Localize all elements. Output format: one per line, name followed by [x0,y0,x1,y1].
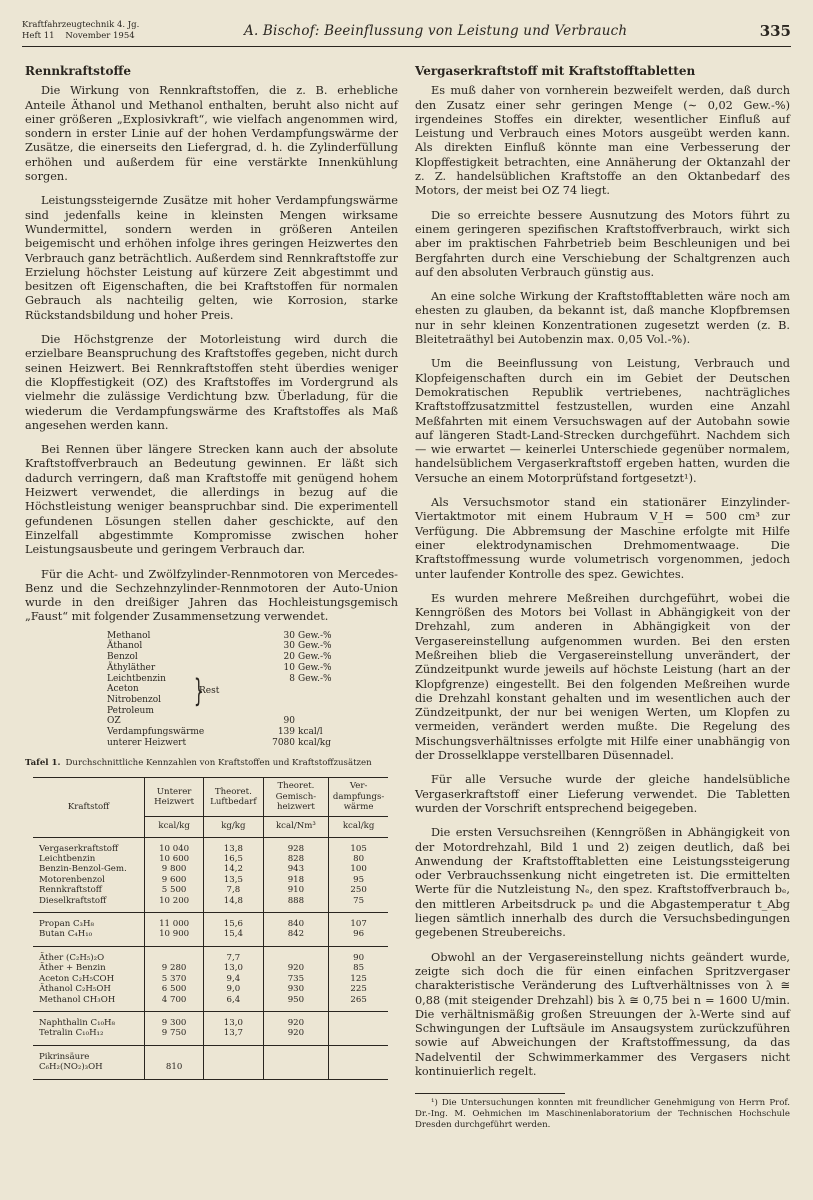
composition-rest-label: Rest [199,685,220,696]
table-group [33,1045,388,1079]
table-caption-text: Durchschnittliche Kennzahlen von Kraftstoffen und Kraftstoffzusätzen [65,758,372,769]
table-row [33,1045,388,1062]
paragraph: Es muß daher von vornherein bezweifelt werden, daß durch den Zusatz einer sehr geringen Menge (∼ 0,02 Gew.-%) irgendeines Stoffes ein direkter, wesentlicher Einfluß auf Leistung und Verbrauch eines Motors ausgeübt werden kann. Als direkten Einfluß könnte man eine Verbesserung der Klopffestigkeit betrachten, eine Annäherung der Oktanzahl der z. Z. handelsüblichen Kraftstoffe an den Oktanbedarf des Motors, der meist bei OZ 74 liegt. [415,84,790,198]
component-unit: Gew.-% [298,630,332,641]
page-number: 335 [759,22,791,40]
value-cell: 15,6 [204,913,263,930]
component-name: Aceton [107,684,139,695]
fuel-properties-table [33,777,388,1079]
value-cell [263,1062,329,1079]
component-name: Verdampfungswärme [107,727,205,738]
component-name: Methanol [107,630,151,641]
column-header: Theoret. Luftbedarf [204,778,263,816]
fuel-name-cell: Tetralin C₁₀H₁₂ [39,1028,104,1039]
component-unit: Gew.-% [298,673,332,684]
paragraph: Obwohl an der Vergasereinstellung nichts geändert wurde, zeigte sich doch die für einen einfachen Spritzvergaser charakteristische Veränderung des Luftverhältnisses von λ ≅ 0,88 (mit steigender Drehzahl) bis λ ≅ 0,75 bei n = 1600 U/min. Die verhältnismäßig großen Streuungen der λ-Werte sind auf Schwingungen der Luftsäule im Ansaugsystem zurückzuführen sowie auf Abweichungen der Kraftstoffmessung, da das Nadelventil der Schwimmerkammer des Vergasers nicht kontinuierlich regelt. [415,950,790,1078]
table-row [33,974,388,984]
table-row [33,875,388,885]
composition-row [107,706,398,717]
fuel-name-cell: Pikrinsäure [33,1045,145,1062]
value-cell: 95 [329,875,388,885]
value-cell [263,946,329,963]
fuel-name-cell: C₆H₂(NO₂)₃OH [39,1062,103,1073]
value-cell: 928 [263,837,329,854]
value-cell [329,1028,388,1045]
composition-row [107,631,398,642]
table-group [33,837,388,912]
component-name: Leichtbenzin [107,673,166,684]
table-group [33,1011,388,1045]
section-heading-kraftstofftabletten: Vergaserkraftstoff mit Kraftstofftabletten [415,64,696,78]
value-cell: 10 200 [145,896,204,913]
composition-row [107,738,398,749]
value-cell: 4 700 [145,995,204,1012]
faust-composition-list [107,631,398,749]
value-cell: 13,7 [204,1028,263,1045]
paragraph: Bei Rennen über längere Strecken kann auch der absolute Kraftstoffverbrauch an Bedeutung gewinnen. Er läßt sich dadurch verringern, daß man Kraftstoffe mit genügend hohem Heizwert verwendet, die allerdings in bezug auf die Höchstleistung weniger beanspruchbar sind. Die experimentell gefundenen Lösungen stellen daher geschickte, auf den Einzelfall abgestimmte Kompromisse zwischen hoher Leistungsausbeute und geringem Verbrauch dar. [25,443,398,557]
composition-row [107,663,398,674]
unit-cell: kg/kg [204,816,263,837]
table-row [33,837,388,854]
table-row [33,963,388,973]
paragraph: Die Wirkung von Rennkraftstoffen, die z. B. erhebliche Anteile Äthanol und Methanol enthalten, beruht also nicht auf einer größeren „Explosivkraft“, wie vielfach angenommen wird, sondern in erster Linie auf der hohen Verdampfungswärme der Zusätze, die einerseits den Liefergrad, d. h. die Zylinderfüllung erhöhen und außerdem für eine verstärkte Innenkühlung sorgen. [25,84,398,184]
paragraph: Um die Beeinflussung von Leistung, Verbrauch und Klopfeigenschaften durch ein im Gebiet der Deutschen Demokratischen Republik vertriebenes, nachträgliches Kraftstoffzusatzmittel festzustellen, wurden eine Anzahl Meßfahrten mit einem Versuchswagen auf der Autobahn sowie auf längeren Stadt-Land-Strecken durchgeführt. Nachdem sich — wie erwartet — keinerlei Unterschiede gegenüber normalem, handelsüblichem Vergaserkraftstoff ergeben hatten, wurden die Versuche an einem Motorprüfstand fortgesetzt¹). [415,357,790,485]
value-cell: 9 750 [145,1028,204,1045]
value-cell: 96 [329,929,388,946]
table-row [33,854,388,864]
value-cell: 107 [329,913,388,930]
component-name: Äthanol [107,641,143,652]
component-name: Benzol [107,652,138,663]
fuel-name-cell: Benzin-Benzol-Gem. [39,864,127,875]
composition-row [107,727,398,738]
paragraph: Als Versuchsmotor stand ein stationärer Einzylinder-Viertaktmotor mit einem Hubraum V_H = 500 cm³ zur Verfügung. Die Abbremsung der Maschine erfolgte mit Hilfe einer elektrodynamischen Drehmomentwaage. Die Kraftstoffmessung wurde volumetrisch vorgenommen, jedoch unter laufender Kontrolle des spez. Gewichtes. [415,496,790,581]
table-group [33,946,388,1011]
fuel-name-cell: Leichtbenzin [39,854,96,865]
value-cell: 100 [329,864,388,874]
value-cell: 840 [263,913,329,930]
table-row [33,946,388,963]
composition-row [107,716,398,727]
value-cell: 7,8 [204,885,263,895]
value-cell: 920 [263,1028,329,1045]
fuel-name-cell: Naphthalin C₁₀H₈ [33,1011,145,1028]
value-cell: 125 [329,974,388,984]
value-cell: 6 500 [145,984,204,994]
paragraph: Es wurden mehrere Meßreihen durchgeführt, wobei die Kenngrößen des Motors bei Vollast in Abhängigkeit von der Drehzahl, zum anderen in Abhängigkeit von der Vergasereinstellung aufgenommen wurden. Bei den ersten Meßreihen blieb die Vergasereinstellung unverändert, der Zündzeitpunkt wurde jeweils auf höchste Leistung (hart an der Klopfgrenze) eingestellt. Bei den folgenden Meßreihen wurde die Drehzahl konstant gehalten und im wesentlichen auch der Zündzeitpunkt, der nur bei wenigen Werten, um Klopfen zu vermeiden, verändert werden mußte. Die Regelung des Mischungsverhältnisses erfolgte mit Hilfe einer unabhängig von der Drosselklappe verstellbaren Düsennadel. [415,591,790,763]
value-cell: 9 300 [145,1011,204,1028]
paragraph: An eine solche Wirkung der Kraftstofftabletten wäre noch am ehesten zu glauben, da bekannt ist, daß manche Klopfbremsen nur in sehr kleinen Konzentrationen zugesetzt werden (z. B. Bleitetraäthyl bei Autobenzin max. 0,05 Vol.-%). [415,290,790,347]
component-name: Petroleum [107,705,154,716]
value-cell: 888 [263,896,329,913]
column-header: Theoret. Gemisch-heizwert [263,778,329,816]
table-header-row [33,778,388,816]
component-unit: kcal/l [298,727,323,738]
value-cell: 11 000 [145,913,204,930]
component-value: 10 [283,662,295,673]
value-cell: 920 [263,963,329,973]
composition-row [107,674,398,685]
section-heading-rennkraftstoffe: Rennkraftstoffe [25,64,131,78]
value-cell [263,1045,329,1062]
unit-cell: kcal/Nm³ [263,816,329,837]
value-cell [145,1045,204,1062]
paragraph: Für alle Versuche wurde der gleiche handelsübliche Vergaserkraftstoff einer Lieferung verwendet. Die Tabletten wurden der Vorschrift entsprechend beigegeben. [415,773,790,815]
right-column [415,62,790,1141]
component-name: Nitrobenzol [107,694,162,705]
unit-cell: kcal/kg [329,816,388,837]
value-cell: 16,5 [204,854,263,864]
table-row [33,864,388,874]
table-row [33,896,388,913]
component-value: 139 [277,727,295,738]
column-header: Ver-dampfungs-wärme [329,778,388,816]
fuel-name-cell: Äther (C₂H₅)₂O [33,946,145,963]
value-cell: 810 [145,1062,204,1079]
value-cell: 13,0 [204,963,263,973]
value-cell: 6,4 [204,995,263,1012]
value-cell: 14,2 [204,864,263,874]
table-caption-label: Tafel 1. [25,758,61,769]
paragraph: Die ersten Versuchsreihen (Kenngrößen in Abhängigkeit von der Motordrehzahl, Bild 1 und 2) zeigen deutlich, daß bei Anwendung der Kraftstofftabletten eine Leistungssteigerung oder Verbrauchssenkung nicht eingetreten ist. Die ermittelten Werte für die Nutzleistung Nₑ, den spez. Kraftstoffverbrauch bₑ, den mittleren Arbeitsdruck pₑ und die Abgastemperatur t_Abg liegen sämtlich innerhalb des durch die Versuchsbedingungen gegebenen Streubereichs. [415,826,790,940]
composition-row [107,684,398,695]
table-caption [25,758,398,769]
value-cell: 9 800 [145,864,204,874]
component-unit: Gew.-% [298,641,332,652]
value-cell: 15,4 [204,929,263,946]
component-value: 7080 [272,737,295,748]
value-cell: 5 500 [145,885,204,895]
value-cell [204,1062,263,1079]
value-cell: 910 [263,885,329,895]
value-cell: 85 [329,963,388,973]
page-header [22,20,791,47]
table-group [33,913,388,947]
unit-cell: kcal/kg [145,816,204,837]
footnote-rule [415,1093,565,1094]
fuel-name-cell: Butan C₄H₁₀ [39,929,93,940]
column-header: Unterer Heizwert [145,778,204,816]
component-value: 30 [283,641,295,652]
table-row [33,1011,388,1028]
left-column [25,62,398,1080]
fuel-name-cell: Vergaserkraftstoff [33,837,145,854]
value-cell: 265 [329,995,388,1012]
value-cell [329,1062,388,1079]
paragraph: Leistungssteigernde Zusätze mit hoher Verdampfungswärme sind jedenfalls keine in kleinsten Mengen wirksame Wundermittel, sondern werden in größeren Anteilen beigemischt und erhöhen infolge ihres geringen Heizwertes den Verbrauch ganz beträchtlich. Außerdem sind Rennkraftstoffe zur Erzielung höchster Leistung auf kürzere Zeit abgestimmt und besitzen oft Eigenschaften, die bei Kraftstoffen für normalen Gebrauch als nachteilig gelten, wie Korrosion, starke Rückstandsbildung und hoher Preis. [25,194,398,322]
value-cell: 13,0 [204,1011,263,1028]
fuel-name-cell: Äther + Benzin [39,963,106,974]
fuel-name-cell: Motorenbenzol [39,874,105,885]
composition-row [107,652,398,663]
value-cell: 14,8 [204,896,263,913]
fuel-name-cell: Dieselkraftstoff [39,895,107,906]
value-cell [204,1045,263,1062]
component-name: unterer Heizwert [107,737,187,748]
value-cell: 943 [263,864,329,874]
table-row [33,984,388,994]
table-row [33,995,388,1012]
issue-info: Heft 11 November 1954 [22,31,135,41]
running-title: A. Bischof: Beeinflussung von Leistung und Verbrauch [244,23,628,39]
table-row [33,929,388,946]
fuel-name-cell: Äthanol C₂H₅OH [39,984,111,995]
value-cell: 250 [329,885,388,895]
value-cell: 9,4 [204,974,263,984]
value-cell: 90 [329,946,388,963]
fuel-name-cell: Aceton C₂H₅COH [39,973,115,984]
fuel-name-cell: Propan C₃H₈ [33,913,145,930]
composition-row [107,695,398,706]
value-cell: 225 [329,984,388,994]
value-cell [329,1011,388,1028]
value-cell: 10 600 [145,854,204,864]
composition-row [107,641,398,652]
value-cell: 950 [263,995,329,1012]
fuel-name-cell: Methanol CH₃OH [39,994,116,1005]
value-cell: 105 [329,837,388,854]
component-unit: Gew.-% [298,652,332,663]
component-value: 8 [289,673,295,684]
value-cell: 735 [263,974,329,984]
paragraph: Für die Acht- und Zwölfzylinder-Rennmotoren von Mercedes-Benz und die Sechzehnzylinder-Rennmotoren der Auto-Union wurde in den dreißiger Jahren das Hochleistungsgemisch „Faust“ mit folgender Zusammensetzung verwendet. [25,567,398,624]
value-cell: 920 [263,1011,329,1028]
column-header: Kraftstoff [33,778,145,837]
paragraph: Die so erreichte bessere Ausnutzung des Motors führt zu einem geringeren spezifischen Kraftstoffverbrauch, wirkt sich aber im praktischen Fahrbetrieb beim Beschleunigen und bei Bergfahrten durch eine Verschiebung der Schaltgrenzen auch auf den absoluten Verbrauch günstig aus. [415,208,790,279]
value-cell: 930 [263,984,329,994]
component-value: 30 [283,630,295,641]
table-row [33,1062,388,1079]
value-cell: 9 600 [145,875,204,885]
component-name: Äthyläther [107,662,156,673]
value-cell: 80 [329,854,388,864]
component-value: 20 [283,652,295,663]
value-cell: 9,0 [204,984,263,994]
journal-name: Kraftfahrzeugtechnik 4. Jg. [22,20,140,30]
table-row [33,885,388,895]
journal-info [22,20,139,42]
value-cell: 842 [263,929,329,946]
component-unit: Gew.-% [298,662,332,673]
curly-brace-icon: } [193,672,204,709]
value-cell: 918 [263,875,329,885]
value-cell: 13,8 [204,837,263,854]
component-value: 90 [283,716,295,727]
value-cell: 5 370 [145,974,204,984]
table-row [33,913,388,930]
value-cell: 75 [329,896,388,913]
value-cell: 7,7 [204,946,263,963]
paragraph: Die Höchstgrenze der Motorleistung wird durch die erzielbare Beanspruchung des Kraftstoffes gegeben, nicht durch seinen Heizwert. Bei Rennkraftstoffen steht überdies weniger die Klopffestigkeit (OZ) des Kraftstoffes im Vordergrund als vielmehr die zulässige Verdichtung bzw. Überladung, für die wiederum die Verdampfungswärme des Kraftstoffes als Maß angesehen werden kann. [25,333,398,432]
component-unit: kcal/kg [298,737,331,748]
table-row [33,1028,388,1045]
fuel-name-cell: Rennkraftstoff [39,885,102,896]
component-name: OZ [107,716,121,727]
value-cell: 10 900 [145,929,204,946]
footnote: ¹) Die Untersuchungen konnten mit freundlicher Genehmigung von Herrn Prof. Dr.-Ing. M. Oehmichen im Maschinenlaboratorium der Technischen Hochschule Dresden durchgeführt werden. [415,1098,790,1131]
value-cell: 828 [263,854,329,864]
value-cell: 9 280 [145,963,204,973]
value-cell: 10 040 [145,837,204,854]
value-cell [329,1045,388,1062]
value-cell: 13,5 [204,875,263,885]
value-cell [145,946,204,963]
